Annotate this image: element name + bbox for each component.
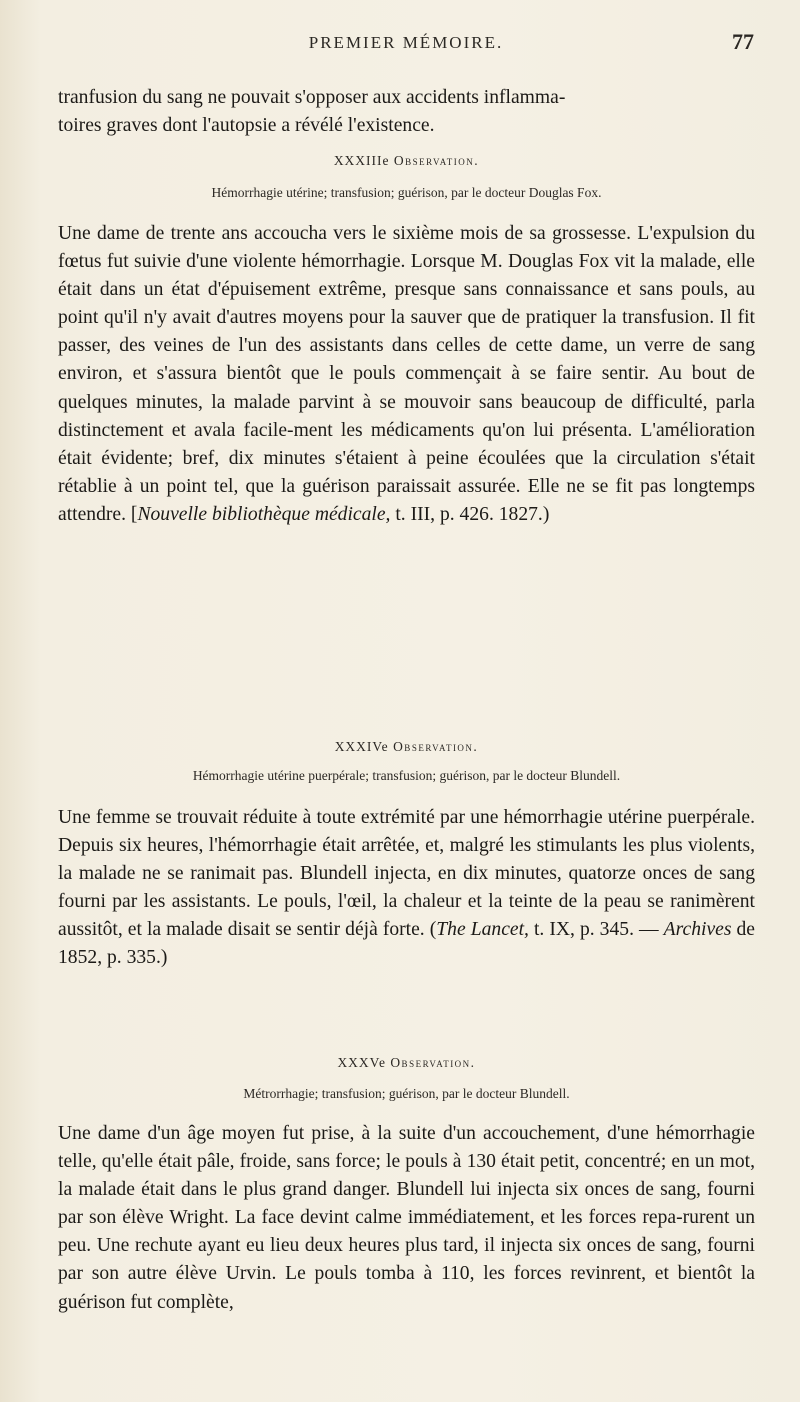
- observation-33-citation-title: Nouvelle bibliothèque médicale,: [137, 503, 391, 525]
- intro-line-2: toires graves dont l'autopsie a révélé l'existence.: [58, 115, 435, 137]
- observation-34-heading: [58, 739, 755, 755]
- observation-33-body: [58, 220, 755, 529]
- observation-34-subtitle: Hémorrhagie utérine puerpérale; transfusion; guérison, par le docteur Blundell.: [192, 768, 621, 783]
- observation-33-subtitle: Hémorrhagie utérine; transfusion; guérison, par le docteur Douglas Fox.: [211, 185, 602, 200]
- running-head: [58, 29, 754, 63]
- observation-33-number: XXXIIIe: [333, 153, 390, 168]
- intro-paragraph: [58, 84, 755, 140]
- observation-33-citation-rest: t. III, p. 426. 1827.): [390, 503, 550, 525]
- observation-35-subtitle: Métrorrhagie; transfusion; guérison, par le docteur Blundell.: [243, 1086, 570, 1101]
- observation-33-citation-open: [: [126, 503, 138, 525]
- observation-34-citation-mid: t. IX, p. 345. —: [528, 919, 664, 941]
- observation-33-label: Observation.: [393, 153, 480, 168]
- observation-35-text: Une dame d'un âge moyen fut prise, à la suite d'un accouchement, d'une hémorrhagie telle, qu'elle était pâle, froide, sans force; le pouls à 130 était petit, concentré; en un mot, la malade était dans le plus grand danger. Blundell lui injecta six onces de sang, fourni par son élève Wright. La face devint calme immédiatement, et les forces repa-rurent un peu. Une rechute ayant eu lieu deux heures plus tard, il injecta six onces de sang, fourni par son autre élève Urvin. Le pouls tomba à 110, les forces revinrent, et bientôt la guérison fut complète,: [58, 1123, 755, 1313]
- intro-line-1: tranfusion du sang ne pouvait s'opposer aux accidents inflamma-: [58, 87, 566, 108]
- running-title: PREMIER MÉMOIRE.: [308, 33, 504, 52]
- observation-34-citation-open: (: [424, 919, 437, 941]
- observation-34-citation-title2: Archives: [663, 919, 732, 941]
- observation-34-text: Une femme se trouvait réduite à toute extrémité par une hémorrhagie utérine puerpérale. Depuis six heures, l'hémorrhagie était arrêtée, et, malgré les stimulants les plus violents, la malade ne se ranimait pas. Blundell injecta, en dix minutes, quatorze onces de sang fourni par les assistants. Le pouls, l'œil, la chaleur et la teinte de la peau se ranimèrent aussitôt, et la malade disait se sentir déjà forte.: [58, 807, 755, 941]
- observation-34-citation-title: The Lancet,: [436, 919, 529, 941]
- observation-34-label: Observation.: [393, 739, 479, 754]
- page-number: 77: [732, 29, 754, 54]
- observation-35-body: [58, 1120, 755, 1317]
- observation-35-label: Observation.: [390, 1055, 476, 1070]
- observation-33-heading: [58, 153, 755, 169]
- observation-34-number: XXXIVe: [334, 739, 389, 754]
- observation-34-body: [58, 804, 755, 973]
- observation-34-citation-rest: de 1852, p. 335.): [58, 919, 755, 969]
- observation-35-number: XXXVe: [337, 1055, 386, 1070]
- observation-33-text: Une dame de trente ans accoucha vers le sixième mois de sa grossesse. L'expulsion du fœtus fut suivie d'une violente hémorrhagie. Lorsque M. Douglas Fox vit la malade, elle était dans un état d'épuisement extrême, presque sans connaissance et sans pouls, au point qu'il n'y avait d'autres moyens pour la sauver que de pratiquer la transfusion. Il fit passer, des veines de l'un des assistants dans celles de cette dame, un verre de sang environ, et s'assura bientôt que le pouls commençait à se faire sentir. Au bout de quelques minutes, la malade parvint à se mouvoir sans beaucoup de difficulté, parla distinctement et avala facile-ment les médicaments qu'on lui présenta. L'amélioration était évidente; bref, dix minutes s'étaient à peine écoulées que la circulation s'était rétablie à un point tel, que la guérison paraissait assurée. Elle ne se fit pas longtemps attendre.: [58, 223, 755, 525]
- observation-35-heading: [58, 1055, 755, 1071]
